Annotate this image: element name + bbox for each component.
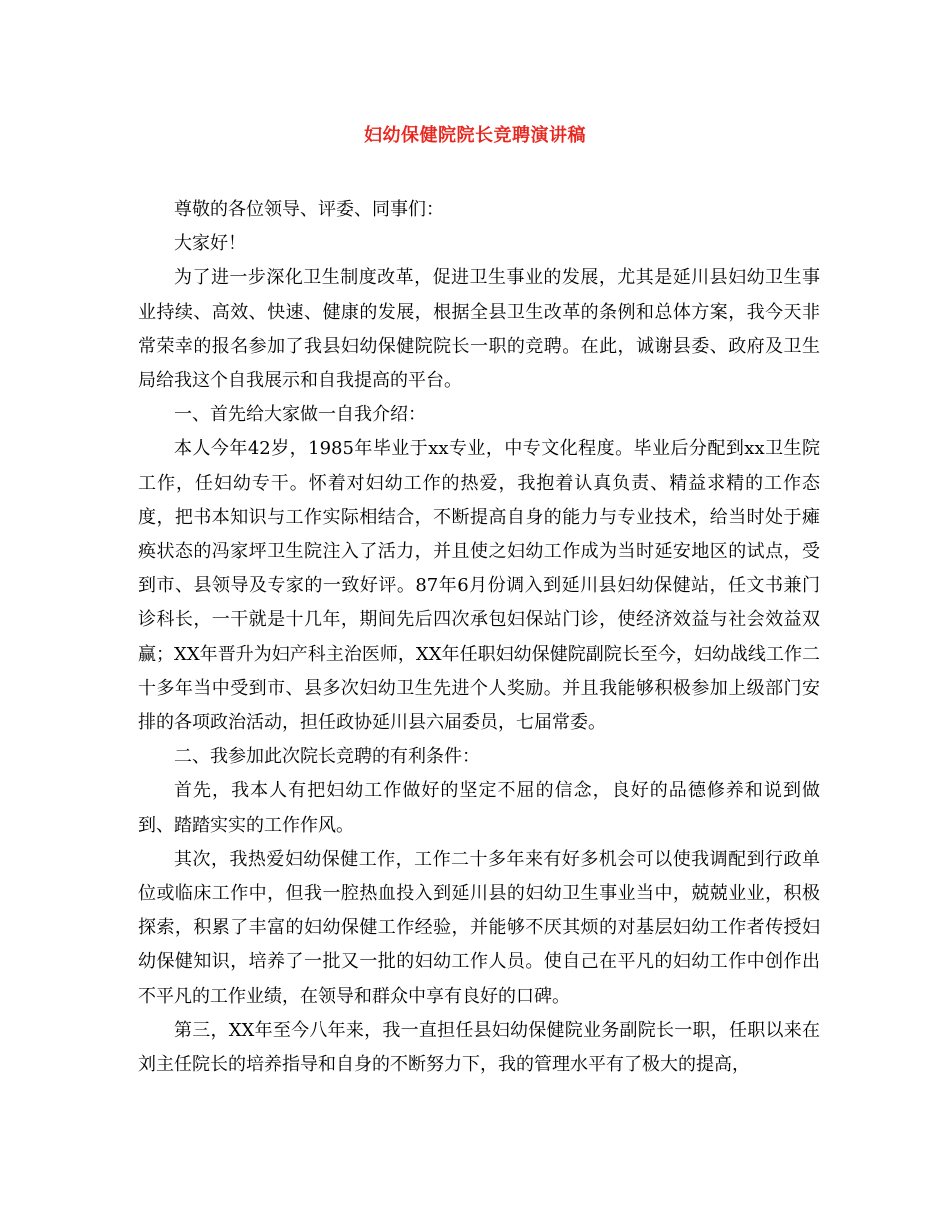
salutation-paragraph: 尊敬的各位领导、评委、同事们： — [174, 199, 444, 220]
section-heading-2: 二、我参加此次院长竞聘的有利条件： — [174, 746, 480, 768]
first-condition-paragraph: 首先，我本人有把妇幼工作做好的坚定不屈的信念，良好的品德修养和说到做到、踏踏实实的工作作风。 — [138, 780, 820, 836]
self-introduction-paragraph: 本人今年42岁，1985年毕业于xx专业，中专文化程度。毕业后分配到xx卫生院工作，任妇幼专干。怀着对妇幼工作的热爱，我抱着认真负责、精益求精的工作态度，把书本知识与工作实际相结合，不断提高自身的能力与专业技术，给当时处于瘫痪状态的冯家坪卫生院注入了活力，并且使之妇幼工作成为当时延安地区的试点，受到市、县领导及专家的一致好评。87年6月份调入到延川县妇幼保健站，任文书兼门诊科长，一干就是十几年，期间先后四次承包妇保站门诊，使经济效益与社会效益双赢；XX年晋升为妇产科主治医师，XX年任职妇幼保健院副院长至今，妇幼战线工作二十多年当中受到市、县多次妇幼卫生先进个人奖励。并且我能够积极参加上级部门安排的各项政治活动，担任政协延川县六届委员，七届常委。 — [138, 438, 820, 734]
document-body — [138, 193, 820, 1082]
third-condition-paragraph: 第三，XX年至今八年来，我一直担任县妇幼保健院业务副院长一职，任职以来在刘主任院长的培养指导和自身的不断努力下，我的管理水平有了极大的提高， — [138, 1019, 820, 1076]
document-title: 妇幼保健院院长竞聘演讲稿 — [364, 125, 586, 146]
intro-paragraph: 为了进一步深化卫生制度改革，促进卫生事业的发展，尤其是延川县妇幼卫生事业持续、高效、快速、健康的发展，根据全县卫生改革的条例和总体方案，我今天非常荣幸的报名参加了我县妇幼保健院院长一职的竞聘。在此，诚谢县委、政府及卫生局给我这个自我展示和自我提高的平台。 — [138, 267, 820, 392]
section-heading-1: 一、首先给大家做一自我介绍： — [174, 404, 426, 426]
second-condition-paragraph: 其次，我热爱妇幼保健工作，工作二十多年来有好多机会可以使我调配到行政单位或临床工作中，但我一腔热血投入到延川县的妇幼卫生事业当中，兢兢业业，积极探索，积累了丰富的妇幼保健工作经验，并能够不厌其烦的对基层妇幼工作者传授妇幼保健知识，培养了一批又一批的妇幼工作人员。使自己在平凡的妇幼工作中创作出不平凡的工作业绩，在领导和群众中享有良好的口碑。 — [138, 848, 820, 1007]
greeting-paragraph: 大家好！ — [174, 233, 246, 255]
